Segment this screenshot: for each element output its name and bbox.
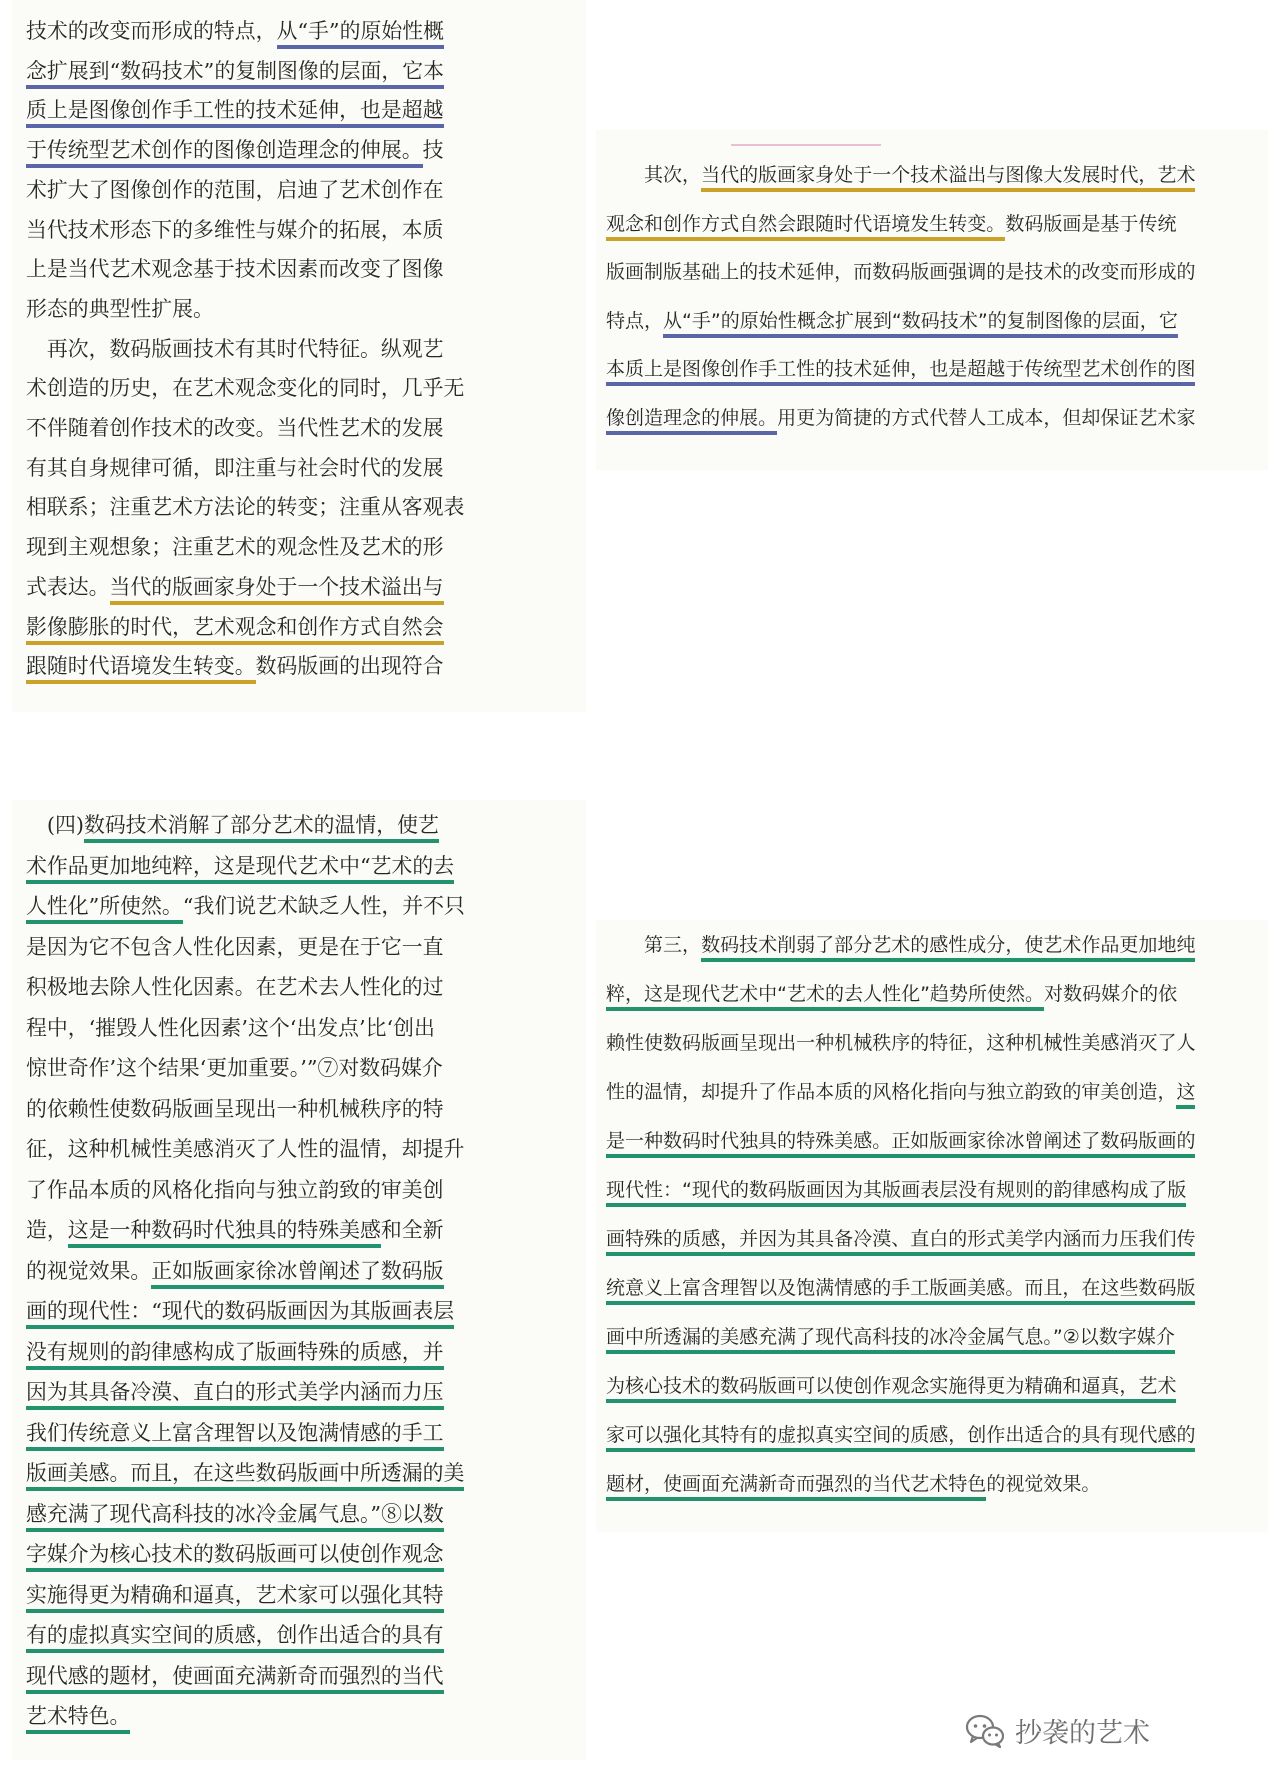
text-line [26, 970, 586, 1000]
highlight-green: 这是一种数码时代独具的特殊美感 [68, 1218, 381, 1248]
text-segment: 现到主观想象；注重艺术的观念性及艺术的形 [26, 535, 444, 560]
text-line [26, 371, 586, 401]
highlight-green: 没有规则的韵律感构成了版画特殊的质感，并 [26, 1340, 444, 1370]
highlight-green: 字媒介为核心技术的数码版画可以使创作观念 [26, 1542, 444, 1572]
text-segment: 惊世奇作’这个结果‘更加重要。’”⑦对数码媒介 [26, 1056, 443, 1080]
text-segment: 有其自身规律可循，即注重与社会时代的发展 [26, 455, 444, 480]
text-line [606, 1028, 1268, 1055]
text-line [26, 173, 586, 203]
text-segment: 数码版画是基于传统 [1005, 212, 1177, 235]
highlight-green: 我们传统意义上富含理智以及饱满情感的手工 [26, 1421, 444, 1451]
text-line [26, 1294, 586, 1324]
text-segment: 了作品本质的风格化指向与独立韵致的审美创 [26, 1177, 444, 1202]
highlight-yellow: 观念和创作方式自然会跟随时代语境发生转变。 [606, 213, 1005, 241]
text-line [26, 1335, 586, 1365]
text-line [26, 332, 586, 362]
highlight-yellow: 影像膨胀的时代，艺术观念和创作方式自然会 [26, 615, 444, 645]
text-line [26, 252, 586, 282]
text-line [606, 354, 1268, 381]
text-segment: 形态的典型性扩展。 [26, 296, 214, 321]
text-segment: 对数码媒介的依 [1044, 983, 1178, 1005]
text-line [606, 1077, 1268, 1104]
text-line [26, 570, 586, 600]
text-line [26, 14, 586, 44]
text-segment: 术创造的历史，在艺术观念变化的同时，几乎无 [26, 376, 465, 401]
text-segment: 不伴随着创作技术的改变。当代性艺术的发展 [26, 416, 444, 440]
text-segment: 性的温情，却提升了作品本质的风格化指向与独立韵致的审美创造， [606, 1081, 1177, 1103]
text-line [606, 160, 1268, 187]
text-line [606, 979, 1268, 1006]
text-segment: 的视觉效果。 [986, 1473, 1101, 1495]
highlight-green: 术作品更加地纯粹，这是现代艺术中“艺术的去 [26, 854, 454, 884]
text-line [606, 1126, 1268, 1153]
highlight-green: 艺术特色。 [26, 1704, 130, 1734]
highlight-green: 是一种数码时代独具的特殊美感。正如版画家徐冰曾阐述了数码版画的 [606, 1130, 1195, 1158]
text-segment: 积极地去除人性化因素。在艺术去人性化的过 [26, 975, 444, 999]
text-line [606, 930, 1268, 957]
highlight-green: 正如版画家徐冰曾阐述了数码版 [151, 1259, 443, 1289]
highlight-green: 版画美感。而且，在这些数码版画中所透漏的美 [26, 1461, 464, 1491]
text-line [606, 1175, 1268, 1202]
highlight-yellow: 跟随时代语境发生转变。 [26, 654, 256, 684]
text-line [26, 889, 586, 919]
highlight-blue: 从“手”的原始性概 [277, 19, 444, 49]
text-segment: 再次，数码版画技术有其时代特征。纵观艺 [26, 336, 444, 361]
text-line [606, 1322, 1268, 1349]
text-segment: 数码版画的出现符合 [255, 654, 444, 679]
text-segment: 版画制版基础上的技术延伸，而数码版画强调的是技术的改变而形成的 [606, 261, 1196, 283]
highlight-green: 画的现代性：“现代的数码版画因为其版画表层 [26, 1299, 454, 1329]
text-line [26, 1618, 586, 1648]
text-line [26, 490, 586, 520]
text-line [606, 403, 1268, 430]
text-line [26, 54, 586, 84]
text-line [26, 530, 586, 560]
text-segment: 术扩大了图像创作的范围，启迪了艺术创作在 [26, 177, 444, 202]
text-segment: 上是当代艺术观念基于技术因素而改变了图像 [26, 257, 444, 282]
highlight-green: 数码技术削弱了部分艺术的感性成分，使艺术作品更加地纯 [701, 934, 1195, 962]
highlight-green: 粹，这是现代艺术中“艺术的去人性化”趋势所使然。 [606, 983, 1044, 1011]
wechat-icon [965, 1714, 1005, 1748]
text-segment: 征，这种机械性美感消灭了人性的温情，却提升 [26, 1137, 465, 1161]
text-line [26, 1537, 586, 1567]
highlight-yellow: 当代的版画家身处于一个技术溢出与图像大发展时代，艺术 [701, 164, 1195, 192]
text-line [26, 1132, 586, 1162]
text-line [26, 1416, 586, 1446]
text-line [26, 93, 586, 123]
text-line [26, 451, 586, 481]
highlight-blue: 于传统型艺术创作的图像创造理念的伸展。 [26, 138, 423, 168]
text-line [26, 1456, 586, 1486]
text-segment: “我们说艺术缺乏人性，并不只 [182, 894, 465, 918]
highlight-green: 现代性：“现代的数码版画因为其版画表层没有规则的韵律感构成了版 [606, 1179, 1186, 1207]
highlight-blue: 念扩展到“数码技术”的复制图像的层面，它本 [26, 59, 444, 89]
text-segment: 的依赖性使数码版画呈现出一种机械秩序的特 [26, 1096, 444, 1121]
scan-excerpt-bottom-left [12, 800, 586, 1760]
text-line [26, 1173, 586, 1203]
text-segment: 技术的改变而形成的特点， [26, 19, 277, 43]
text-segment: 相联系；注重艺术方法论的转变；注重从客观表 [26, 495, 465, 520]
highlight-green: 因为其具备冷漠、直白的形式美学内涵而力压 [26, 1380, 444, 1410]
highlight-green: 家可以强化其特有的虚拟真实空间的质感，创作出适合的具有现代感的 [606, 1424, 1195, 1452]
watermark [965, 1711, 1150, 1750]
highlight-blue: 本质上是图像创作手工性的技术延伸，也是超越于传统型艺术创作的图 [606, 358, 1195, 386]
highlight-yellow: 当代的版画家身处于一个技术溢出与 [110, 575, 444, 605]
text-line [606, 1420, 1268, 1447]
text-line [26, 292, 586, 322]
scan-text-block [12, 0, 586, 712]
text-line [26, 1051, 586, 1081]
highlight-green: 现代感的题材，使画面充满新奇而强烈的当代 [26, 1664, 444, 1694]
text-line [26, 1092, 586, 1122]
text-segment: 技 [422, 138, 444, 163]
text-segment: 用更为简捷的方式代替人工成本，但却保证艺术家 [777, 406, 1196, 429]
text-line [26, 1497, 586, 1527]
text-segment: 第三， [606, 934, 702, 956]
text-line [606, 1469, 1268, 1496]
text-line [26, 610, 586, 640]
text-segment: 特点， [606, 309, 664, 332]
scan-excerpt-top-right [596, 130, 1268, 470]
text-line [26, 1375, 586, 1405]
text-segment: 和全新 [380, 1218, 444, 1242]
text-line [606, 257, 1268, 284]
text-line [26, 1011, 586, 1041]
scan-text-block [12, 800, 586, 1760]
text-line [606, 1371, 1268, 1398]
text-segment: 的视觉效果。 [26, 1258, 152, 1283]
text-segment: 是因为它不包含人性化因素，更是在于它一直 [26, 934, 444, 959]
text-line [26, 849, 586, 879]
text-line [26, 1578, 586, 1608]
text-segment: (四) [26, 813, 85, 837]
scan-text-block [596, 920, 1268, 1532]
highlight-green: 这 [1176, 1081, 1195, 1109]
scan-text-block [596, 130, 1268, 470]
highlight-green: 画中所透漏的美感充满了现代高科技的冰冷金属气息。”②以数字媒介 [606, 1326, 1175, 1354]
text-line [26, 213, 586, 243]
text-line [606, 1224, 1268, 1251]
highlight-green: 为核心技术的数码版画可以使创作观念实施得更为精确和逼真，艺术 [606, 1375, 1176, 1403]
text-segment: 式表达。 [26, 574, 110, 599]
text-segment: 造， [26, 1218, 68, 1242]
highlight-green: 人性化”所使然。 [26, 894, 183, 924]
text-line [26, 411, 586, 441]
text-segment: 赖性使数码版画呈现出一种机械秩序的特征，这种机械性美感消灭了人 [606, 1032, 1196, 1054]
text-line [606, 1273, 1268, 1300]
highlight-green: 感充满了现代高科技的冰冷金属气息。”⑧以数 [26, 1502, 444, 1532]
text-line [26, 1659, 586, 1689]
text-segment: 当代技术形态下的多维性与媒介的拓展，本质 [26, 217, 444, 242]
text-line [26, 649, 586, 679]
highlight-green: 数码技术消解了部分艺术的温情，使艺 [84, 813, 439, 843]
text-line [606, 209, 1268, 236]
text-line [26, 1254, 586, 1284]
text-line [26, 808, 586, 838]
highlight-blue: 从“手”的原始性概念扩展到“数码技术”的复制图像的层面，它 [663, 310, 1178, 338]
highlight-green: 有的虚拟真实空间的质感，创作出适合的具有 [26, 1623, 444, 1653]
text-line [606, 306, 1268, 333]
text-segment: 其次， [606, 164, 702, 186]
highlight-green: 题材，使画面充满新奇而强烈的当代艺术特色 [606, 1473, 986, 1501]
text-line [26, 1699, 586, 1729]
watermark-text: 抄袭的艺术 [1015, 1718, 1150, 1749]
highlight-green: 统意义上富含理智以及饱满情感的手工版画美感。而且，在这些数码版 [606, 1277, 1195, 1305]
text-line [26, 1213, 586, 1243]
highlight-green: 画特殊的质感，并因为其具备冷漠、直白的形式美学内涵而力压我们传 [606, 1228, 1195, 1256]
text-line [26, 930, 586, 960]
scan-excerpt-top-left [12, 0, 586, 712]
text-line [26, 133, 586, 163]
text-segment: 程中，‘摧毁人性化因素’这个‘出发点’比‘创出 [26, 1015, 435, 1040]
highlight-blue: 像创造理念的伸展。 [606, 407, 777, 435]
scan-excerpt-bottom-right [596, 920, 1268, 1532]
highlight-green: 实施得更为精确和逼真，艺术家可以强化其特 [26, 1583, 444, 1613]
highlight-blue: 质上是图像创作手工性的技术延伸，也是超越 [26, 98, 444, 128]
